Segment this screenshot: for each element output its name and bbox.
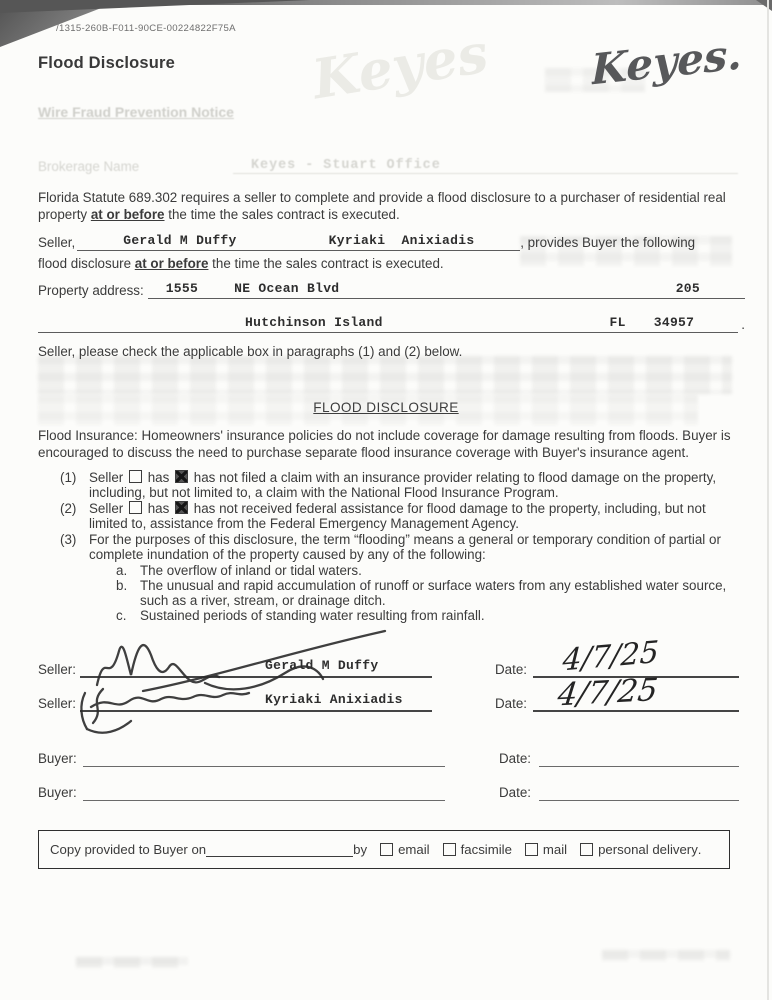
statute-text: Florida Statute 689.302 requires a seller to complete and provide a flood disclosure to a purchaser of residential real property bbox=[38, 190, 726, 223]
item-1-text bbox=[89, 470, 728, 500]
buyer2-date-line bbox=[539, 784, 739, 801]
subitem-b bbox=[116, 578, 728, 608]
facsimile-label: facsimile bbox=[460, 842, 512, 857]
option-facsimile bbox=[430, 842, 512, 857]
at-or-before-emphasis: at or before bbox=[90, 207, 165, 223]
scan-document-id: /1315-260B-F011-90CE-00224822F75A bbox=[56, 23, 236, 34]
scan-top-right-notch bbox=[756, 0, 772, 11]
delivery-date-blank-line bbox=[206, 842, 353, 857]
personal-delivery-label: personal delivery bbox=[598, 842, 698, 857]
seller1-date-text: 4/7/25 bbox=[561, 634, 660, 679]
subitem-c bbox=[116, 608, 728, 623]
ghost-brokerage-row bbox=[38, 156, 738, 174]
has-not-checkbox-checked bbox=[175, 501, 188, 514]
line-end-period: . bbox=[741, 317, 745, 332]
unit-value: 205 bbox=[675, 281, 700, 296]
seller2-date-label: Date: bbox=[495, 696, 528, 711]
disclosure-items bbox=[60, 470, 728, 624]
ghost-footer-right bbox=[602, 950, 730, 961]
has-checkbox-unchecked bbox=[129, 470, 142, 483]
ghost-text-block bbox=[38, 356, 732, 394]
mail-label: mail bbox=[542, 842, 568, 857]
ghost-brokerage-line bbox=[233, 156, 738, 174]
scan-right-edge-line bbox=[767, 0, 769, 1000]
statute-paragraph bbox=[38, 189, 738, 223]
subitem-a-text: The overflow of inland or tidal waters. bbox=[140, 563, 362, 578]
email-label: email bbox=[398, 842, 430, 857]
seller2-handwritten-date bbox=[541, 669, 731, 717]
personal-delivery-checkbox bbox=[580, 843, 593, 856]
statute-text-end: the time the sales contract is executed. bbox=[164, 207, 400, 223]
seller1-signature-line bbox=[80, 658, 432, 678]
subitem-b-letter: b. bbox=[116, 578, 128, 593]
seller-names-line bbox=[77, 233, 520, 251]
seller1-date-label: Date: bbox=[495, 662, 528, 677]
item-3-text bbox=[89, 532, 728, 623]
seller2-typed-name: Kyriaki Anixiadis bbox=[328, 233, 475, 248]
seller-label: Seller, bbox=[38, 235, 76, 250]
item-1-has: has bbox=[147, 470, 170, 485]
page-title: Flood Disclosure bbox=[38, 54, 176, 72]
flooding-sublist bbox=[116, 563, 728, 623]
item-2-number: (2) bbox=[60, 501, 77, 516]
at-or-before-emphasis: at or before bbox=[134, 256, 209, 271]
option-email bbox=[367, 842, 430, 857]
line2-post: the time the sales contract is executed. bbox=[208, 256, 444, 271]
provides-buyer-text: , provides Buyer the following bbox=[520, 235, 696, 250]
sentence-end-period: . bbox=[697, 842, 702, 857]
subitem-a bbox=[116, 563, 728, 578]
keyes-logo bbox=[587, 22, 753, 103]
seller2-signature-row bbox=[38, 672, 739, 714]
buyer2-signature-row bbox=[38, 784, 739, 801]
by-text: by bbox=[353, 842, 368, 857]
mail-checkbox bbox=[525, 843, 538, 856]
item-2 bbox=[60, 501, 728, 531]
buyer1-date-label: Date: bbox=[499, 751, 532, 766]
keyes-logo-icon bbox=[587, 22, 753, 100]
option-mail bbox=[512, 842, 567, 857]
property-address-line1 bbox=[148, 281, 745, 299]
delivery-method-box bbox=[38, 830, 730, 869]
section-heading-text: FLOOD DISCLOSURE bbox=[313, 400, 459, 415]
buyer2-label: Buyer: bbox=[38, 785, 77, 800]
ghost-brokerage-label: Brokerage Name bbox=[38, 159, 140, 174]
item-1-rest: has not filed a claim with an insurance provider relating to flood damage on the property, including, but not limited to, a claim with the National Flood Insurance Program. bbox=[89, 470, 717, 500]
city-value: Hutchinson Island bbox=[245, 315, 383, 330]
buyer1-signature-row bbox=[38, 750, 739, 767]
seller1-typed-name: Gerald M Duffy bbox=[123, 233, 237, 248]
seller-names-row bbox=[38, 232, 738, 251]
seller2-sign-label: Seller: bbox=[38, 696, 76, 711]
item-2-rest: has not received federal assistance for flood damage to the property, including, but not limited to, assistance from the Federal Emergency Management Agency. bbox=[89, 501, 706, 531]
ghost-keyes-watermark: Keyes bbox=[308, 20, 493, 112]
line2-pre: flood disclosure bbox=[38, 256, 135, 271]
ghost-footer-left bbox=[76, 957, 188, 968]
subitem-a-letter: a. bbox=[116, 563, 128, 578]
item-2-text bbox=[89, 501, 728, 531]
zip-value: 34957 bbox=[653, 315, 695, 330]
buyer1-date-line bbox=[539, 750, 739, 767]
handwritten-signatures bbox=[55, 627, 495, 742]
street-number-value: 1555 bbox=[165, 281, 199, 296]
property-address-row2 bbox=[38, 314, 745, 333]
copy-provided-text: Copy provided to Buyer on bbox=[50, 842, 207, 857]
buyer1-label: Buyer: bbox=[38, 751, 77, 766]
seller1-sign-label: Seller: bbox=[38, 662, 76, 677]
buyer2-date-label: Date: bbox=[499, 785, 532, 800]
has-checkbox-unchecked bbox=[129, 501, 142, 514]
item-2-has: has bbox=[147, 501, 170, 516]
buyer1-signature-line bbox=[83, 750, 445, 767]
subitem-c-text: Sustained periods of standing water resulting from rainfall. bbox=[140, 608, 485, 623]
property-address-row1 bbox=[38, 280, 745, 299]
item-1 bbox=[60, 470, 728, 500]
check-instruction: Seller, please check the applicable box in paragraphs (1) and (2) below. bbox=[38, 344, 463, 359]
seller2-date-text: 4/7/25 bbox=[555, 672, 660, 714]
email-checkbox bbox=[380, 843, 393, 856]
subitem-c-letter: c. bbox=[116, 608, 127, 623]
section-heading bbox=[0, 399, 772, 416]
flood-insurance-paragraph: Flood Insurance: Homeowners' insurance policies do not include coverage for damage resulting from floods. Buyer is encouraged to discuss the need to purchase separate flood insurance coverage with Buyer's insurance agent. bbox=[38, 428, 731, 461]
property-address-label: Property address: bbox=[38, 283, 144, 298]
keyes-logo-text: Keyes. bbox=[591, 28, 742, 95]
scan-corner-shadow bbox=[0, 0, 310, 13]
seller1-typed-name-on-line: Gerald M Duffy bbox=[265, 658, 379, 673]
seller-provides-line2 bbox=[38, 255, 738, 272]
item-3-body: For the purposes of this disclosure, the term “flooding” means a general or temporary condition of partial or complete inundation of the property caused by any of the following: bbox=[89, 532, 721, 562]
item-2-seller: Seller bbox=[89, 501, 124, 516]
ghost-wire-fraud-notice: Wire Fraud Prevention Notice bbox=[38, 104, 234, 120]
item-1-number: (1) bbox=[60, 470, 77, 485]
subitem-b-text: The unusual and rapid accumulation of runoff or surface waters from any established water source, such as a river, stream, or drainage ditch. bbox=[140, 578, 727, 608]
item-1-seller: Seller bbox=[89, 470, 124, 485]
has-not-checkbox-checked bbox=[175, 470, 188, 483]
buyer2-signature-line bbox=[83, 784, 445, 801]
facsimile-checkbox bbox=[443, 843, 456, 856]
street-name-value: NE Ocean Blvd bbox=[234, 281, 340, 296]
ghost-brokerage-value: Keyes - Stuart Office bbox=[251, 158, 441, 173]
seller2-signature-line bbox=[80, 692, 432, 712]
option-personal-delivery bbox=[567, 842, 698, 857]
seller2-date-line bbox=[533, 672, 739, 714]
seller2-typed-name-on-line: Kyriaki Anixiadis bbox=[265, 692, 403, 707]
state-value: FL bbox=[609, 315, 626, 330]
item-3 bbox=[60, 532, 728, 623]
item-3-number: (3) bbox=[60, 532, 77, 547]
property-address-line2 bbox=[38, 315, 738, 333]
